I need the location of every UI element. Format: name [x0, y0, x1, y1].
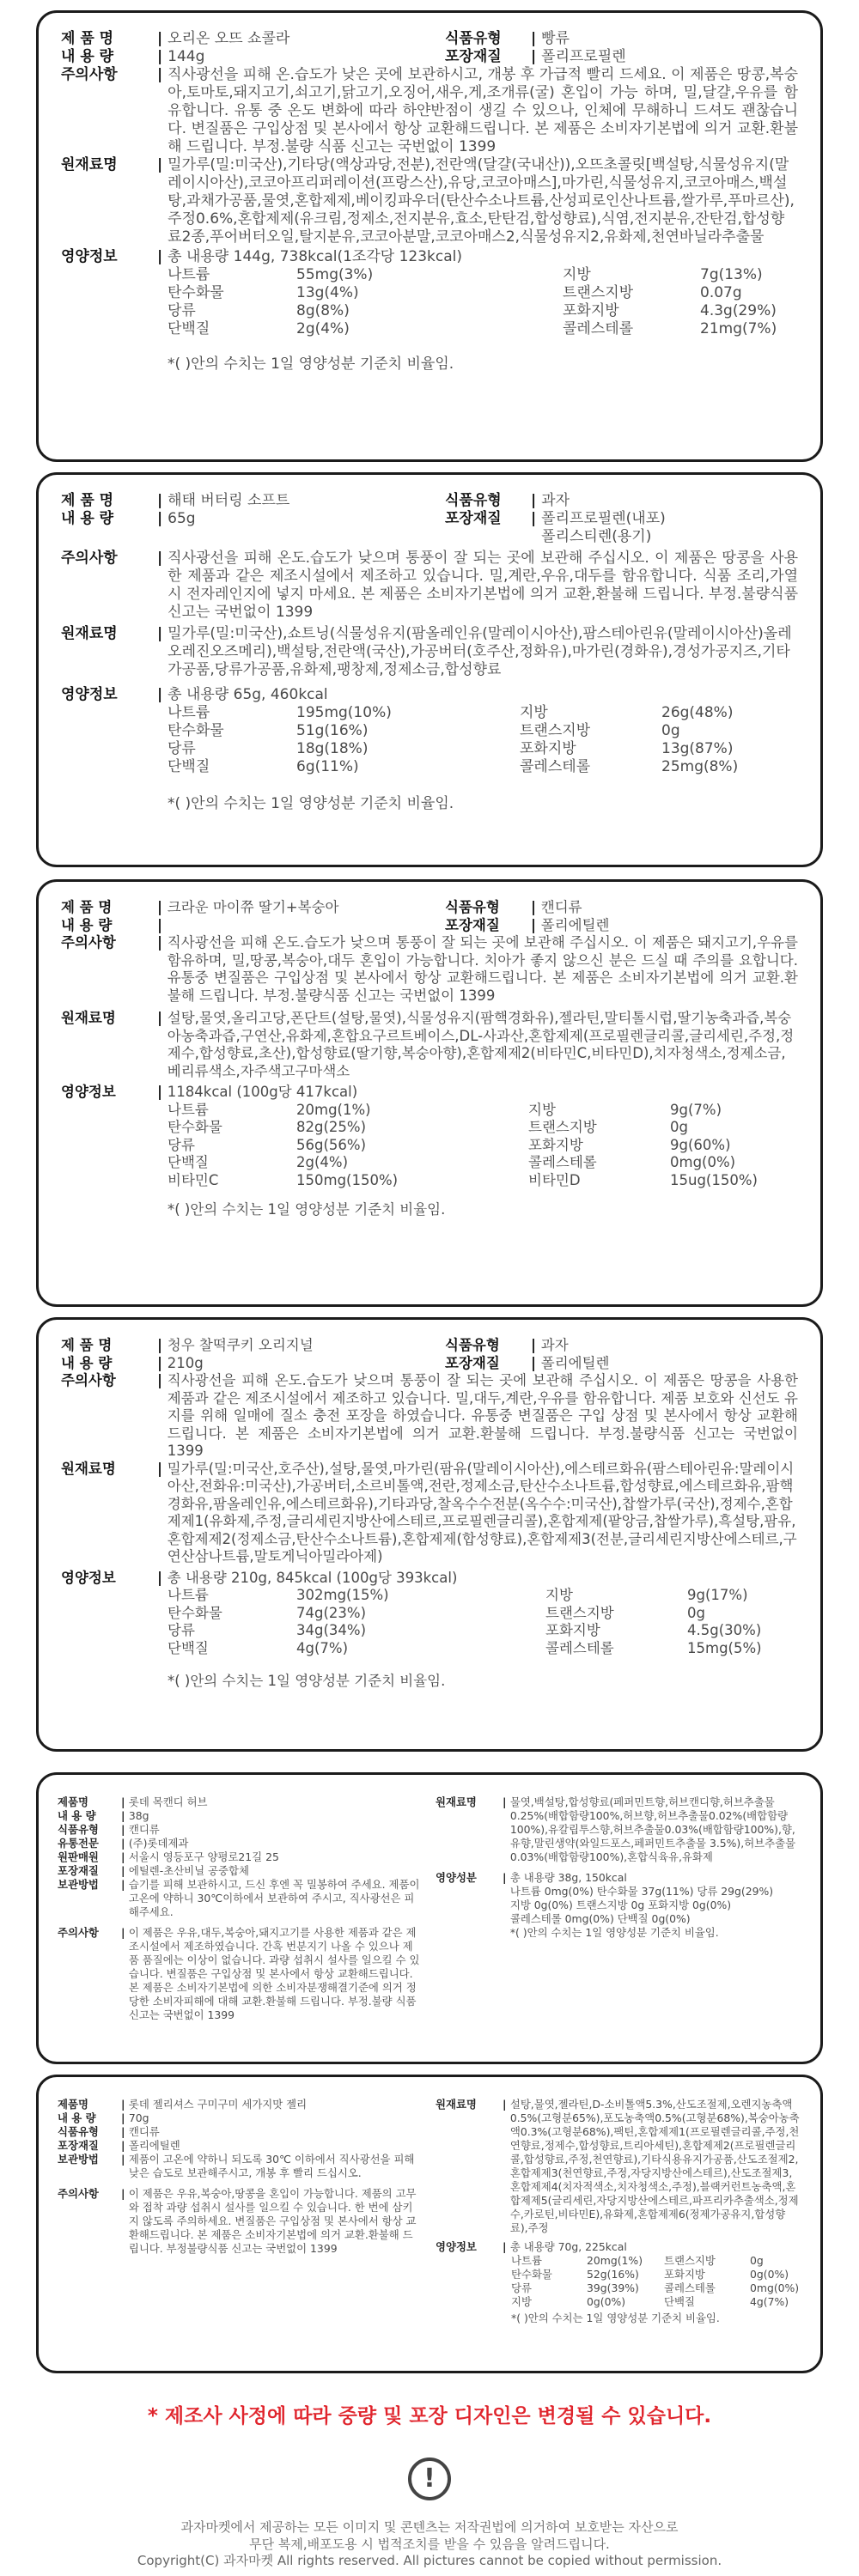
food-type: 과자	[541, 492, 570, 509]
field-label: 내 용 량	[58, 1809, 96, 1822]
food-type: 캔디류	[540, 899, 582, 915]
volume-label: 내 용 량	[61, 510, 114, 527]
nutrient-value: 4g(7%)	[750, 2295, 789, 2308]
nutrient-name: 당류	[168, 302, 196, 319]
nutrient-name: 당류	[168, 740, 196, 757]
nutrition-header: 1184kcal (100g당 417kcal)	[167, 1084, 358, 1100]
nutrient-name: 콜레스테롤	[528, 1154, 597, 1170]
nutrient-name: 당류	[511, 2281, 532, 2294]
product-card-6	[36, 2075, 823, 2373]
packaging-label: 포장재질	[445, 916, 500, 933]
product-name-label: 제 품 명	[61, 899, 113, 915]
field-label: 포장재질	[58, 2139, 99, 2152]
field-value: 캔디류	[128, 2125, 160, 2138]
nutrient-value: 74g(23%)	[296, 1604, 367, 1621]
nutrient-name: 콜레스테롤	[664, 2281, 716, 2294]
nutrient-name: 나트륨	[511, 2254, 542, 2267]
nutrition-label: 영양정보	[61, 686, 118, 703]
nutrition-label: 영양정보	[61, 1084, 116, 1100]
field-label: 보관방법	[58, 2153, 99, 2166]
nutrient-value: 9g(60%)	[670, 1136, 731, 1153]
ingredients-text: 밀가루(밀:미국산,호주산),설탕,물엿,마가린(팜유(말레이시아산),에스테르화유(팜스테아린유:말레이시아산,전화유:미국산),가공버터,소르비톨액,전란,정제소금,탄산수소나트륨,합성향료,에스테르화유,팜핵경화유,팜올레인유,에스테르화유),기타과당,찰옥수수전분(옥수수:미국산),찹쌀가루(국산),정제수,혼합제제1(유화제,주정,글리세린지방산에스테르,프로필렌글리콜),혼합제제(팥앙금,찹쌀가루),흑설탕,팜유,혼합제제2(정제소금,탄산수소나트륨),혼합제제(합성향료),혼합제제3(전분,글리세린지방산에스테르,구연산삼나트륨,말토게닉아밀라아제)	[167, 1460, 797, 1564]
product-card-3: 제 품 명 | 크라운 마이쮸 딸기+복숭아 식품유형 | 캔디류 내 용 량 | 포장재질 | 폴리에틸렌 주의사항 | 직사광선을 피해 온도.습도가 낮으며 통풍이 잘 되는 곳에 보관해 주십시오. 이 제품은 돼지고기,우유를 함유하며, 밀,땅콩,복숭아,대두 혼입이 가능합니다. 치아가 좋지 않으신 분은 드실 때 주의를 요합니다. 유통중 변질품은 구입상점 및 본사에서 항상 교환해드립니다. 본 제품은 소비자기본법에 의거 교환.환불해 드립니다. 부정.불량식품 신고는 국번없이 1399 원재료명 | 설탕,물엿,올리고당,폰단트(설탕,물엿),식물성유지(팜핵경화유),젤라틴,말티톨시럽,딸기농축과즙,복숭아농축과즙,구연산,유화제,혼합요구르트베이스,DL-사과산,혼합제제(프로필렌글리콜,글리세린,주정,정제수,합성향료,초산),합성향료(딸기향,복숭아향),혼합제제2(비타민C,비타민D),치자청색소,정제소금,베리류색소,자주색고구마색소 영양정보 | 1184kcal (100g당 417kcal) 나트륨 20mg(1%) 지방 9g(7%) 탄수화물 82g(25%) 트랜스지방 0g 당류 56g(56%) 포화지방 9g(60%) 단백질 2g(4%) 콜레스테롤 0mg(0%) 비타민C 150mg(150%) 비타민D 15ug(150%) *( )안의 수치는 1일 영양성분 기준치 비율임.	[36, 879, 823, 1307]
copyright-line: 무단 복제,배포도용 시 법적조치를 받을 수 있음을 알려드립니다.	[249, 2536, 610, 2552]
nutrient-name: 트랜스지방	[563, 284, 634, 301]
nutrient-value: 150mg(150%)	[296, 1171, 399, 1188]
nutrient-name: 지방	[511, 2295, 532, 2308]
ingredients-column: 원재료명 | 물엿,백설탕,합성향료(페퍼민트향,허브캔디향,허브추출물0.25%(배합함량100%,허브향,허브추출물0.02%(배합함량100%),유칼립투스향,허브추출물0.03%(배합함량100%),향,유향,말린생약(와일드포스,페퍼민트추출물 3.5%),허브추출물0.03%(배합함량100%),혼합식육유,유화제 영양성분 | 총 내용량 38g, 150kcal 나트륨 0mg(0%) 탄수화물 37g(11%) 당류 29g(29%) 지방 0g(0%) 트랜스지방 0g 포화지방 0g(0%) 콜레스테롤 0mg(0%) 단백질 0g(0%) *( )안의 수치는 1일 영양성분 기준치 비율임.	[436, 1795, 801, 2022]
nutrient-name: 포화지방	[545, 1622, 600, 1638]
field-value: 롯데 목캔디 허브	[128, 1795, 208, 1808]
nutrient-name: 지방	[520, 704, 548, 721]
nutrient-name: 콜레스테롤	[545, 1639, 614, 1656]
field-label: 제품명	[58, 1795, 88, 1808]
volume: 144g	[168, 48, 205, 65]
food-type-label: 식품유형	[445, 899, 500, 915]
field-value: 캔디류	[128, 1823, 160, 1836]
nutrient-value: 0.07g	[700, 284, 742, 301]
daily-value-note: *( )안의 수치는 1일 영양성분 기준치 비율임.	[509, 1926, 719, 1939]
field-value: 이 제품은 우유,대두,복숭아,돼지고기를 사용한 제품과 같은 제조시설에서 제조하였습니다. 간혹 번분지기 나올 수 있으나 제품 품질에는 이상이 없습니다. 과량 섭취시 설사를 일으킬 수 있습니다. 변질품은 구입상점 및 본사에서 항상 교환해드립니다. 본 제품은 소비자기본법에 의한 소비자분쟁해결기준에 의거 정당한 소비자피해에 대해 교환.환불해 드립니다. 부정.불량 식품 신고는 국번없이 1399	[128, 1926, 420, 2021]
copyright-line: Copyright(C) 과자마켓 All rights reserved. All pictures cannot be copied without permission.	[137, 2553, 722, 2568]
nutrient-name: 단백질	[168, 1154, 209, 1170]
food-type-label: 식품유형	[445, 492, 502, 509]
nutrition-table	[168, 1102, 798, 1190]
product-name: 청우 찰떡쿠키 오리지널	[167, 1337, 314, 1353]
nutrition-header: 총 내용량 70g, 225kcal	[509, 2240, 627, 2253]
field-value: (주)롯데제과	[128, 1837, 189, 1850]
nutrition-table	[168, 266, 798, 338]
field-label: 주의사항	[58, 1926, 99, 1939]
product-name: 오리온 오뜨 쇼콜라	[168, 30, 290, 47]
nutrient-value: 9g(7%)	[670, 1101, 722, 1118]
nutrient-name: 포화지방	[563, 302, 619, 319]
product-card-1: 제 품 명 | 오리온 오뜨 쇼콜라 식품유형 | 빵류 내 용 량 | 144g 포장재질 | 폴리프로필렌 주의사항 | 직사광선을 피해 온.습도가 낮은 곳에 보관하시고, 개봉 후 가급적 빨리 드세요. 이 제품은 땅콩,복숭아,토마토,돼지고기,쇠고기,닭고기,오징어,새우,게,조개류(굴) 혼입이 가능 하며, 밀,달걀,우유를 함유합니다. 유통 중 온도 변화에 따라 하얀반점이 생길 수 있으나, 인체에 무해하니 드셔도 괜찮습니다. 변질품은 구입상점 및 본사에서 항상 교환해드립니다. 본 제품은 소비자기본법에 의거 교환.환불해 드립니다. 부정.불량 식품 신고는 국번없이 1399 원재료명 | 밀가루(밀:미국산),기타당(액상과당,전분),전란액(달걀(국내산)),오뜨초콜릿[백설탕,식물성유지(말레이시아산),코코아프리퍼레이션(프랑스산),유당,코코아매스],마가린,식물성유지,코코아매스,백설탕,과채가공품,물엿,혼합제제,베이킹파우더(탄산수소나트륨,산성피로인산나트륨,쌀가루,푸마르산),주정0.6%,혼합제제(유크림,정제소,전지분유,효소,탄탄검,합성향료),식염,전지분유,잔탄검,합성향료2종,푸어버터오일,탈지분유,코코아분말,코코아매스2,식물성유지2,유화제,천연바닐라추출물 영양정보 | 총 내용량 144g, 738kcal(1조각당 123kcal) 나트륨 55mg(3%) 지방 7g(13%) 탄수화물 13g(4%) 트랜스지방 0.07g 당류 8g(8%) 포화지방 4.3g(29%) 단백질 2g(4%) 콜레스테롤 21mg(7%) *( )안의 수치는 1일 영양성분 기준치 비율임.	[36, 10, 823, 462]
product-name-label: 제 품 명	[61, 1337, 113, 1353]
exclamation-circle-icon: !	[408, 2458, 451, 2500]
field-value: 폴리에틸렌	[128, 2139, 180, 2152]
nutrient-name: 탄수화물	[168, 722, 224, 739]
product-card-4: 제 품 명 | 청우 찰떡쿠키 오리지널 식품유형 | 과자 내 용 량 | 210g 포장재질 | 폴리에틸렌 주의사항 | 직사광선을 피해 온도.습도가 낮으며 통풍이 잘 되는 곳에 보관해 주십시오. 이 제품은 땅콩을 사용한 제품과 같은 제조시설에서 제조하고 있습니다. 밀,대두,계란,우유를 함유합니다. 제품 보호와 신선도 유지를 위해 일매에 질소 충전 포장을 하였습니다. 유통중 변질품은 구입 상점 및 본사에서 항상 교환해 드립니다. 본 제품은 소비자기본법에 의거 교환.환불해 드립니다. 부정.불량식품 신고는 국번없이 1399 원재료명 | 밀가루(밀:미국산,호주산),설탕,물엿,마가린(팜유(말레이시아산),에스테르화유(팜스테아린유:말레이시아산,전화유:미국산),가공버터,소르비톨액,전란,정제소금,탄산수소나트륨,합성향료,에스테르화유,팜핵경화유,팜올레인유,에스테르화유),기타과당,찰옥수수전분(옥수수:미국산),찹쌀가루(국산),정제수,혼합제제1(유화제,주정,글리세린지방산에스테르,프로필렌글리콜),혼합제제(팥앙금,찹쌀가루),흑설탕,팜유,혼합제제2(정제소금,탄산수소나트륨),혼합제제(합성향료),혼합제제3(전분,글리세린지방산에스테르,구연산삼나트륨,말토게닉아밀라아제) 영양정보 | 총 내용량 210g, 845kcal (100g당 393kcal) 나트륨 302mg(15%) 지방 9g(17%) 탄수화물 74g(23%) 트랜스지방 0g 당류 34g(34%) 포화지방 4.5g(30%) 단백질 4g(7%) 콜레스테롤 15mg(5%) *( )안의 수치는 1일 영양성분 기준치 비율임.	[36, 1317, 823, 1752]
packaging-label: 포장재질	[445, 48, 502, 65]
copyright-line: 과자마켓에서 제공하는 모든 이미지 및 콘텐츠는 저작권법에 의거하여 보호받는 자산으로	[180, 2519, 679, 2535]
food-type-label: 식품유형	[445, 1337, 500, 1353]
nutrient-value: 56g(56%)	[296, 1136, 367, 1153]
caution-label: 주의사항	[61, 550, 118, 567]
volume-label: 내 용 량	[61, 1354, 113, 1371]
volume-label: 내 용 량	[61, 48, 114, 65]
field-label: 유통전문	[58, 1837, 99, 1850]
nutrient-value: 15mg(5%)	[687, 1639, 762, 1656]
nutrient-value: 34g(34%)	[296, 1622, 367, 1638]
product-name-label: 제 품 명	[61, 492, 114, 509]
nutrient-name: 지방	[545, 1587, 573, 1603]
nutrient-name: 단백질	[664, 2295, 695, 2308]
field-label: 내 용 량	[58, 2111, 96, 2124]
nutrient-value: 0g	[750, 2254, 764, 2267]
nutrient-name: 탄수화물	[511, 2268, 552, 2281]
volume: 210g	[167, 1354, 204, 1371]
daily-value-note: *( )안의 수치는 1일 영양성분 기준치 비율임.	[168, 795, 454, 812]
nutrient-value: 8g(8%)	[296, 302, 350, 319]
ingredients-column: 원재료명 | 설탕,물엿,젤라틴,D-소비톨액5.3%,산도조절제,오렌지농축액0.5%(고형분65%),포도농축액0.5%(고형분68%),복숭아농축액0.3%(고형분68%),팩틴,혼합제제1(프로필렌글리콜,주정,천연향료,정제수,합성향료,트리아세틴),혼합제제2(프로필렌글리콜,합성향료,주정,천연향료),기타식용유지가공품,산도조절제2,혼합제제3(천연향료,주정,자당지방산에스테르),산도조절제3,혼합제제4(치자적색소,치자청색소,주정),블랙커런트농축액,혼합제제5(글리세린,자당지방산에스테르,파프리카추출색소,정제수,카로틴,비타민E),유화제,혼합제제6(정제가공유지,합성향료),주정 영양정보 | 총 내용량 70g, 225kcal 나트륨 20mg(1%) 트랜스지방 0g 탄수화물 52g(16%) 포화지방 0g(0%) 당류 39g(39%) 콜레스테롤 0mg(0%) 지방 0g(0%) 단백질 4g(7%) *( )안의 수치는 1일 영양성분 기준치 비율임.	[436, 2098, 801, 2325]
nutrient-name: 나트륨	[168, 1101, 209, 1118]
product-name-label: 제 품 명	[61, 30, 114, 47]
nutrient-value: 13g(4%)	[296, 284, 359, 301]
nutrition-header: 총 내용량 38g, 150kcal	[509, 1871, 627, 1884]
nutrient-name: 콜레스테롤	[563, 320, 634, 337]
nutrient-value: 195mg(10%)	[296, 704, 392, 721]
caution-label: 주의사항	[61, 1372, 116, 1388]
caution-text: 직사광선을 피해 온도.습도가 낮으며 통풍이 잘 되는 곳에 보관해 주십시오. 이 제품은 땅콩을 사용한 제품과 같은 제조시설에서 제조하고 있습니다. 밀,대두,계란,우유를 함유합니다. 제품 보호와 신선도 유지를 위해 일매에 질소 충전 포장을 하였습니다. 유통중 변질품은 구입 상점 및 본사에서 항상 교환해 드립니다. 본 제품은 소비자기본법에 의거 교환.환불해 드립니다. 부정.불량식품 신고는 국번없이 1399	[167, 1372, 798, 1459]
field-label: 식품유형	[58, 2125, 99, 2138]
nutrition-label: 영양정보	[436, 2240, 477, 2253]
field-label: 보관방법	[58, 1878, 99, 1891]
nutrient-value: 4g(7%)	[296, 1639, 349, 1656]
nutrient-name: 비타민D	[528, 1171, 581, 1188]
nutrient-name: 트랜스지방	[528, 1119, 597, 1135]
caution-label: 주의사항	[61, 66, 118, 83]
nutrient-value: 4.3g(29%)	[700, 302, 777, 319]
nutrient-name: 단백질	[168, 1639, 209, 1656]
nutrient-value: 9g(17%)	[687, 1587, 748, 1603]
nutrient-name: 당류	[168, 1622, 195, 1638]
packaging-label: 포장재질	[445, 510, 502, 527]
ingredients-text: 밀가루(밀:미국산),기타당(액상과당,전분),전란액(달걀(국내산)),오뜨초콜릿[백설탕,식물성유지(말레이시아산),코코아프리퍼레이션(프랑스산),유당,코코아매스],마가린,식물성유지,코코아매스,백설탕,과채가공품,물엿,혼합제제,베이킹파우더(탄산수소나트륨,산성피로인산나트륨,쌀가루,푸마르산),주정0.6%,혼합제제(유크림,정제소,전지분유,효소,탄탄검,합성향료),식염,전지분유,잔탄검,합성향료2종,푸어버터오일,탈지분유,코코아분말,코코아매스2,식물성유지2,유화제,천연바닐라추출물	[168, 156, 795, 246]
nutrient-value: 4.5g(30%)	[687, 1622, 762, 1638]
packaging: 폴리에틸렌	[540, 916, 610, 933]
daily-value-note: *( )안의 수치는 1일 영양성분 기준치 비율임.	[168, 1201, 446, 1218]
field-value: 롯데 젤리셔스 구미구미 세가지맛 젤리	[128, 2098, 308, 2111]
nutrient-name: 탄수화물	[168, 1119, 222, 1135]
nutrition-table	[168, 1587, 798, 1657]
caution-text: 직사광선을 피해 온도.습도가 낮으며 통풍이 잘 되는 곳에 보관해 주십시오. 이 제품은 땅콩을 사용한 제품과 같은 제조시설에서 제조하고 있습니다. 밀,계란,우유,대두를 함유합니다. 식품 조리,가열시 전자레인지에 넣지 마세요. 본 제품은 소비자기본법에 의거 교환,환불해 드립니다. 부정.불량식품 신고는 국번없이 1399	[168, 550, 798, 621]
nutrition-header: 총 내용량 210g, 845kcal (100g당 393kcal)	[167, 1569, 458, 1586]
nutrient-value: 18g(18%)	[296, 740, 369, 757]
packaging: 폴리프로필렌(내포) 폴리스티렌(용기)	[541, 510, 666, 545]
caution-label: 주의사항	[61, 934, 116, 951]
nutrient-name: 포화지방	[520, 740, 576, 757]
nutrient-value: 25mg(8%)	[661, 758, 739, 775]
field-label: 식품유형	[58, 1823, 99, 1836]
product-name: 해태 버터링 소프트	[168, 492, 290, 509]
nutrient-name: 지방	[563, 266, 591, 283]
nutrient-value: 0g	[687, 1604, 705, 1621]
daily-value-note: *( )안의 수치는 1일 영양성분 기준치 비율임.	[511, 2312, 720, 2324]
ingredients-text: 설탕,물엿,올리고당,폰단트(설탕,물엿),식물성유지(팜핵경화유),젤라틴,말티톨시럽,딸기농축과즙,복숭아농축과즙,구연산,유화제,혼합요구르트베이스,DL-사과산,혼합제제(프로필렌글리콜,글리세린,주정,정제수,합성향료,초산),합성향료(딸기향,복숭아향),혼합제제2(비타민C,비타민D),치자청색소,정제소금,베리류색소,자주색고구마색소	[167, 1010, 795, 1079]
nutrient-name: 나트륨	[168, 704, 210, 721]
nutrient-value: 0g	[661, 722, 680, 739]
nutrient-name: 단백질	[168, 320, 210, 337]
ingredients-label: 원재료명	[436, 2098, 477, 2111]
nutrient-value: 0g(0%)	[587, 2295, 626, 2308]
ingredients-label: 원재료명	[61, 625, 118, 642]
nutrition-header: 총 내용량 65g, 460kcal	[168, 686, 328, 703]
nutrition-table	[168, 704, 798, 776]
field-label: 제품명	[58, 2098, 88, 2111]
nutrient-value: 0mg(0%)	[750, 2281, 800, 2294]
packaging: 폴리프로필렌	[541, 48, 626, 65]
field-label: 주의사항	[58, 2187, 99, 2200]
field-value: 70g	[128, 2111, 149, 2124]
caution-text: 직사광선을 피해 온.습도가 낮은 곳에 보관하시고, 개봉 후 가급적 빨리 드세요. 이 제품은 땅콩,복숭아,토마토,돼지고기,쇠고기,닭고기,오징어,새우,게,조개류(굴) 혼입이 가능 하며, 밀,달걀,우유를 함유합니다. 유통 중 온도 변화에 따라 하얀반점이 생길 수 있으나, 인체에 무해하니 드셔도 괜찮습니다. 변질품은 구입상점 및 본사에서 항상 교환해드립니다. 본 제품은 소비자기본법에 의거 교환.환불해 드립니다. 부정.불량 식품 신고는 국번없이 1399	[168, 66, 798, 155]
nutrition-label: 영양정보	[61, 1569, 116, 1586]
nutrition-line: 지방 0g(0%) 트랜스지방 0g 포화지방 0g(0%)	[509, 1899, 732, 1911]
food-type-label: 식품유형	[445, 30, 502, 47]
field-value: 습기를 피해 보관하시고, 드신 후엔 꼭 밀봉하여 주세요. 제품이 고온에 약하니 30℃이하에서 보관하여 주시고, 직사광선은 피해주세요.	[128, 1878, 420, 1918]
nutrient-value: 0g(0%)	[750, 2268, 789, 2281]
ingredients-text: 밀가루(밀:미국산),쇼트닝(식물성유지(팜올레인유(말레이시아산),팜스테아린유(말레이시아산)올레오레진오즈메리),백설탕,전란액(국산),가공버터(호주산,정화유),마가린(경화유),경성가공지즈,기타가공품,당류가공품,유화제,팽창제,정제소금,합성향료	[168, 625, 792, 678]
nutrient-value: 20mg(1%)	[587, 2254, 643, 2267]
nutrition-header: 총 내용량 144g, 738kcal(1조각당 123kcal)	[168, 248, 462, 265]
nutrient-value: 13g(87%)	[661, 740, 734, 757]
ingredients-text: 물엿,백설탕,합성향료(페퍼민트향,허브캔디향,허브추출물0.25%(배합함량100%,허브향,허브추출물0.02%(배합함량100%),유칼립투스향,허브추출물0.03%(배합함량100%),향,유향,말린생약(와일드포스,페퍼민트추출물 3.5%),허브추출물0.03%(배합함량100%),혼합식육유,유화제	[509, 1795, 796, 1863]
field-label: 원판매원	[58, 1850, 99, 1863]
field-value: 제품이 고온에 약하니 되도록 30℃ 이하에서 직사광선을 피해 낮은 습도로 보관해주시고, 개봉 후 빨리 드십시오.	[128, 2153, 415, 2179]
nutrient-name: 지방	[528, 1101, 556, 1118]
nutrient-value: 82g(25%)	[296, 1119, 367, 1135]
nutrient-value: 2g(4%)	[296, 320, 350, 337]
nutrient-value: 52g(16%)	[587, 2268, 639, 2281]
copyright-notice	[0, 2519, 859, 2570]
nutrient-name: 트랜스지방	[520, 722, 591, 739]
field-value: 에틸렌-초산비닐 공중합체	[128, 1864, 249, 1877]
nutrition-table	[511, 2254, 801, 2325]
disclaimer-text: * 제조사 사정에 따라 중량 및 포장 디자인은 변경될 수 있습니다.	[147, 2405, 712, 2427]
nutrient-name: 단백질	[168, 758, 210, 775]
nutrient-value: 7g(13%)	[700, 266, 763, 283]
field-value: 이 제품은 우유,복숭아,땅콩을 혼입이 가능합니다. 제품의 고무와 접착 과량 섭취시 설사를 일으킬 수 있습니다. 한 번에 삼키지 않도록 주의하세요. 변질품은 구입상점 및 본사에서 항상 교환해드립니다. 본 제품은 소비자기본법에 의거 교환.환불해 드립니다. 부정불량식품 신고는 국번없이 1399	[128, 2187, 417, 2255]
product-name: 크라운 마이쮸 딸기+복숭아	[167, 899, 339, 915]
nutrient-value: 6g(11%)	[296, 758, 359, 775]
nutrient-value: 55mg(3%)	[296, 266, 374, 283]
nutrient-name: 콜레스테롤	[520, 758, 591, 775]
daily-value-note: *( )안의 수치는 1일 영양성분 기준치 비율임.	[168, 355, 454, 373]
nutrient-name: 탄수화물	[168, 284, 224, 301]
volume-label: 내 용 량	[61, 916, 113, 933]
nutrient-name: 포화지방	[528, 1136, 583, 1153]
nutrient-value: 21mg(7%)	[700, 320, 777, 337]
nutrient-value: 0mg(0%)	[670, 1154, 736, 1170]
nutrient-name: 당류	[168, 1136, 195, 1153]
nutrition-label: 영양성분	[436, 1871, 477, 1884]
nutrient-name: 포화지방	[664, 2268, 705, 2281]
food-type: 빵류	[541, 30, 570, 47]
nutrient-name: 트랜스지방	[664, 2254, 716, 2267]
product-info-column: 제품명 | 롯데 젤리셔스 구미구미 세가지맛 젤리 내 용 량 | 70g 식품유형 | 캔디류 포장재질 | 폴리에틸렌 보관방법 | 제품이 고온에 약하니 되도록 30℃ 이하에서 직사광선을 피해 낮은 습도로 보관해주시고, 개봉 후 빨리 드십시오. 주의사항 | 이 제품은 우유,복숭아,땅콩을 혼입이 가능합니다. 제품의 고무와 접착 과량 섭취시 설사를 일으킬 수 있습니다. 한 번에 삼키지 않도록 주의하세요. 변질품은 구입상점 및 본사에서 항상 교환해드립니다. 본 제품은 소비자기본법에 의거 교환.환불해 드립니다. 부정불량식품 신고는 국번없이 1399	[58, 2098, 436, 2325]
volume: 65g	[168, 510, 196, 527]
nutrient-value: 51g(16%)	[296, 722, 369, 739]
nutrient-name: 비타민C	[168, 1171, 219, 1188]
field-value: 서울시 영등포구 양평로21길 25	[128, 1850, 279, 1863]
nutrition-line: 콜레스테롤 0mg(0%) 단백질 0g(0%)	[509, 1912, 691, 1925]
nutrient-value: 2g(4%)	[296, 1154, 349, 1170]
product-card-5	[36, 1772, 823, 2064]
ingredients-label: 원재료명	[436, 1795, 477, 1808]
nutrient-name: 트랜스지방	[545, 1604, 614, 1621]
field-label: 포장재질	[58, 1864, 99, 1877]
nutrient-name: 나트륨	[168, 266, 210, 283]
nutrient-value: 20mg(1%)	[296, 1101, 371, 1118]
nutrient-value: 39g(39%)	[587, 2281, 639, 2294]
food-type: 과자	[540, 1337, 569, 1353]
ingredients-label: 원재료명	[61, 156, 118, 173]
nutrient-value: 0g	[670, 1119, 688, 1135]
caution-text: 직사광선을 피해 온도.습도가 낮으며 통풍이 잘 되는 곳에 보관해 주십시오. 이 제품은 돼지고기,우유를 함유하며, 밀,땅콩,복숭아,대두 혼입이 가능합니다. 치아가 좋지 않으신 분은 드실 때 주의를 요합니다. 유통중 변질품은 구입상점 및 본사에서 항상 교환해드립니다. 본 제품은 소비자기본법에 의거 교환.환불해 드립니다. 부정.불량식품 신고는 국번없이 1399	[167, 934, 798, 1004]
nutrient-value: 26g(48%)	[661, 704, 734, 721]
packaging-label: 포장재질	[445, 1354, 500, 1371]
nutrition-block	[510, 1871, 773, 1940]
product-info-column: 제품명 | 롯데 목캔디 허브 내 용 량 | 38g 식품유형 | 캔디류 유통전문 | (주)롯데제과 원판매원 | 서울시 영등포구 양평로21길 25 포장재질 | 에틸렌-초산비닐 공중합체 보관방법 | 습기를 피해 보관하시고, 드신 후엔 꼭 밀봉하여 주세요. 제품이 고온에 약하니 30℃이하에서 보관하여 주시고, 직사광선은 피해주세요. 주의사항 | 이 제품은 우유,대두,복숭아,돼지고기를 사용한 제품과 같은 제조시설에서 제조하였습니다. 간혹 번분지기 나올 수 있으나 제품 품질에는 이상이 없습니다. 과량 섭취시 설사를 일으킬 수 있습니다. 변질품은 구입상점 및 본사에서 항상 교환해드립니다. 본 제품은 소비자기본법에 의한 소비자분쟁해결기준에 의거 정당한 소비자피해에 대해 교환.환불해 드립니다. 부정.불량 식품 신고는 국번없이 1399	[58, 1795, 420, 2021]
field-value: 38g	[128, 1809, 149, 1822]
ingredients-label: 원재료명	[61, 1460, 116, 1477]
nutrient-value: 302mg(15%)	[296, 1587, 389, 1603]
packaging: 폴리에틸렌	[540, 1354, 610, 1371]
nutrition-line: 나트륨 0mg(0%) 탄수화물 37g(11%) 당류 29g(29%)	[509, 1885, 774, 1898]
nutrient-name: 탄수화물	[168, 1604, 222, 1621]
ingredients-label: 원재료명	[61, 1010, 116, 1026]
nutrient-value: 15ug(150%)	[670, 1171, 758, 1188]
ingredients-text: 설탕,물엿,젤라틴,D-소비톨액5.3%,산도조절제,오렌지농축액0.5%(고형분65%),포도농축액0.5%(고형분68%),복숭아농축액0.3%(고형분68%),팩틴,혼합제제1(프로필렌글리콜,주정,천연향료,정제수,합성향료,트리아세틴),혼합제제2(프로필렌글리콜,합성향료,주정,천연향료),기타식용유지가공품,산도조절제2,혼합제제3(천연향료,주정,자당지방산에스테르),산도조절제3,혼합제제4(치자적색소,치자청색소,주정),블랙커런트농축액,혼합제제5(글리세린,자당지방산에스테르,파프리카추출색소,정제수,카로틴,비타민E),유화제,혼합제제6(정제가공유지,합성향료),주정	[509, 2098, 800, 2234]
nutrition-label: 영양정보	[61, 248, 118, 265]
product-card-2: 제 품 명 | 해태 버터링 소프트 식품유형 | 과자 내 용 량 | 65g 포장재질 | 폴리프로필렌(내포) 폴리스티렌(용기) 주의사항 | 직사광선을 피해 온도.습도가 낮으며 통풍이 잘 되는 곳에 보관해 주십시오. 이 제품은 땅콩을 사용한 제품과 같은 제조시설에서 제조하고 있습니다. 밀,계란,우유,대두를 함유합니다. 식품 조리,가열시 전자레인지에 넣지 마세요. 본 제품은 소비자기본법에 의거 교환,환불해 드립니다. 부정.불량식품 신고는 국번없이 1399 원재료명 | 밀가루(밀:미국산),쇼트닝(식물성유지(팜올레인유(말레이시아산),팜스테아린유(말레이시아산)올레오레진오즈메리),백설탕,전란액(국산),가공버터(호주산,정화유),마가린(경화유),경성가공지즈,기타가공품,당류가공품,유화제,팽창제,정제소금,합성향료 영양정보 | 총 내용량 65g, 460kcal 나트륨 195mg(10%) 지방 26g(48%) 탄수화물 51g(16%) 트랜스지방 0g 당류 18g(18%) 포화지방 13g(87%) 단백질 6g(11%) 콜레스테롤 25mg(8%) *( )안의 수치는 1일 영양성분 기준치 비율임.	[36, 472, 823, 867]
nutrient-name: 나트륨	[168, 1587, 209, 1603]
daily-value-note: *( )안의 수치는 1일 영양성분 기준치 비율임.	[168, 1673, 446, 1689]
